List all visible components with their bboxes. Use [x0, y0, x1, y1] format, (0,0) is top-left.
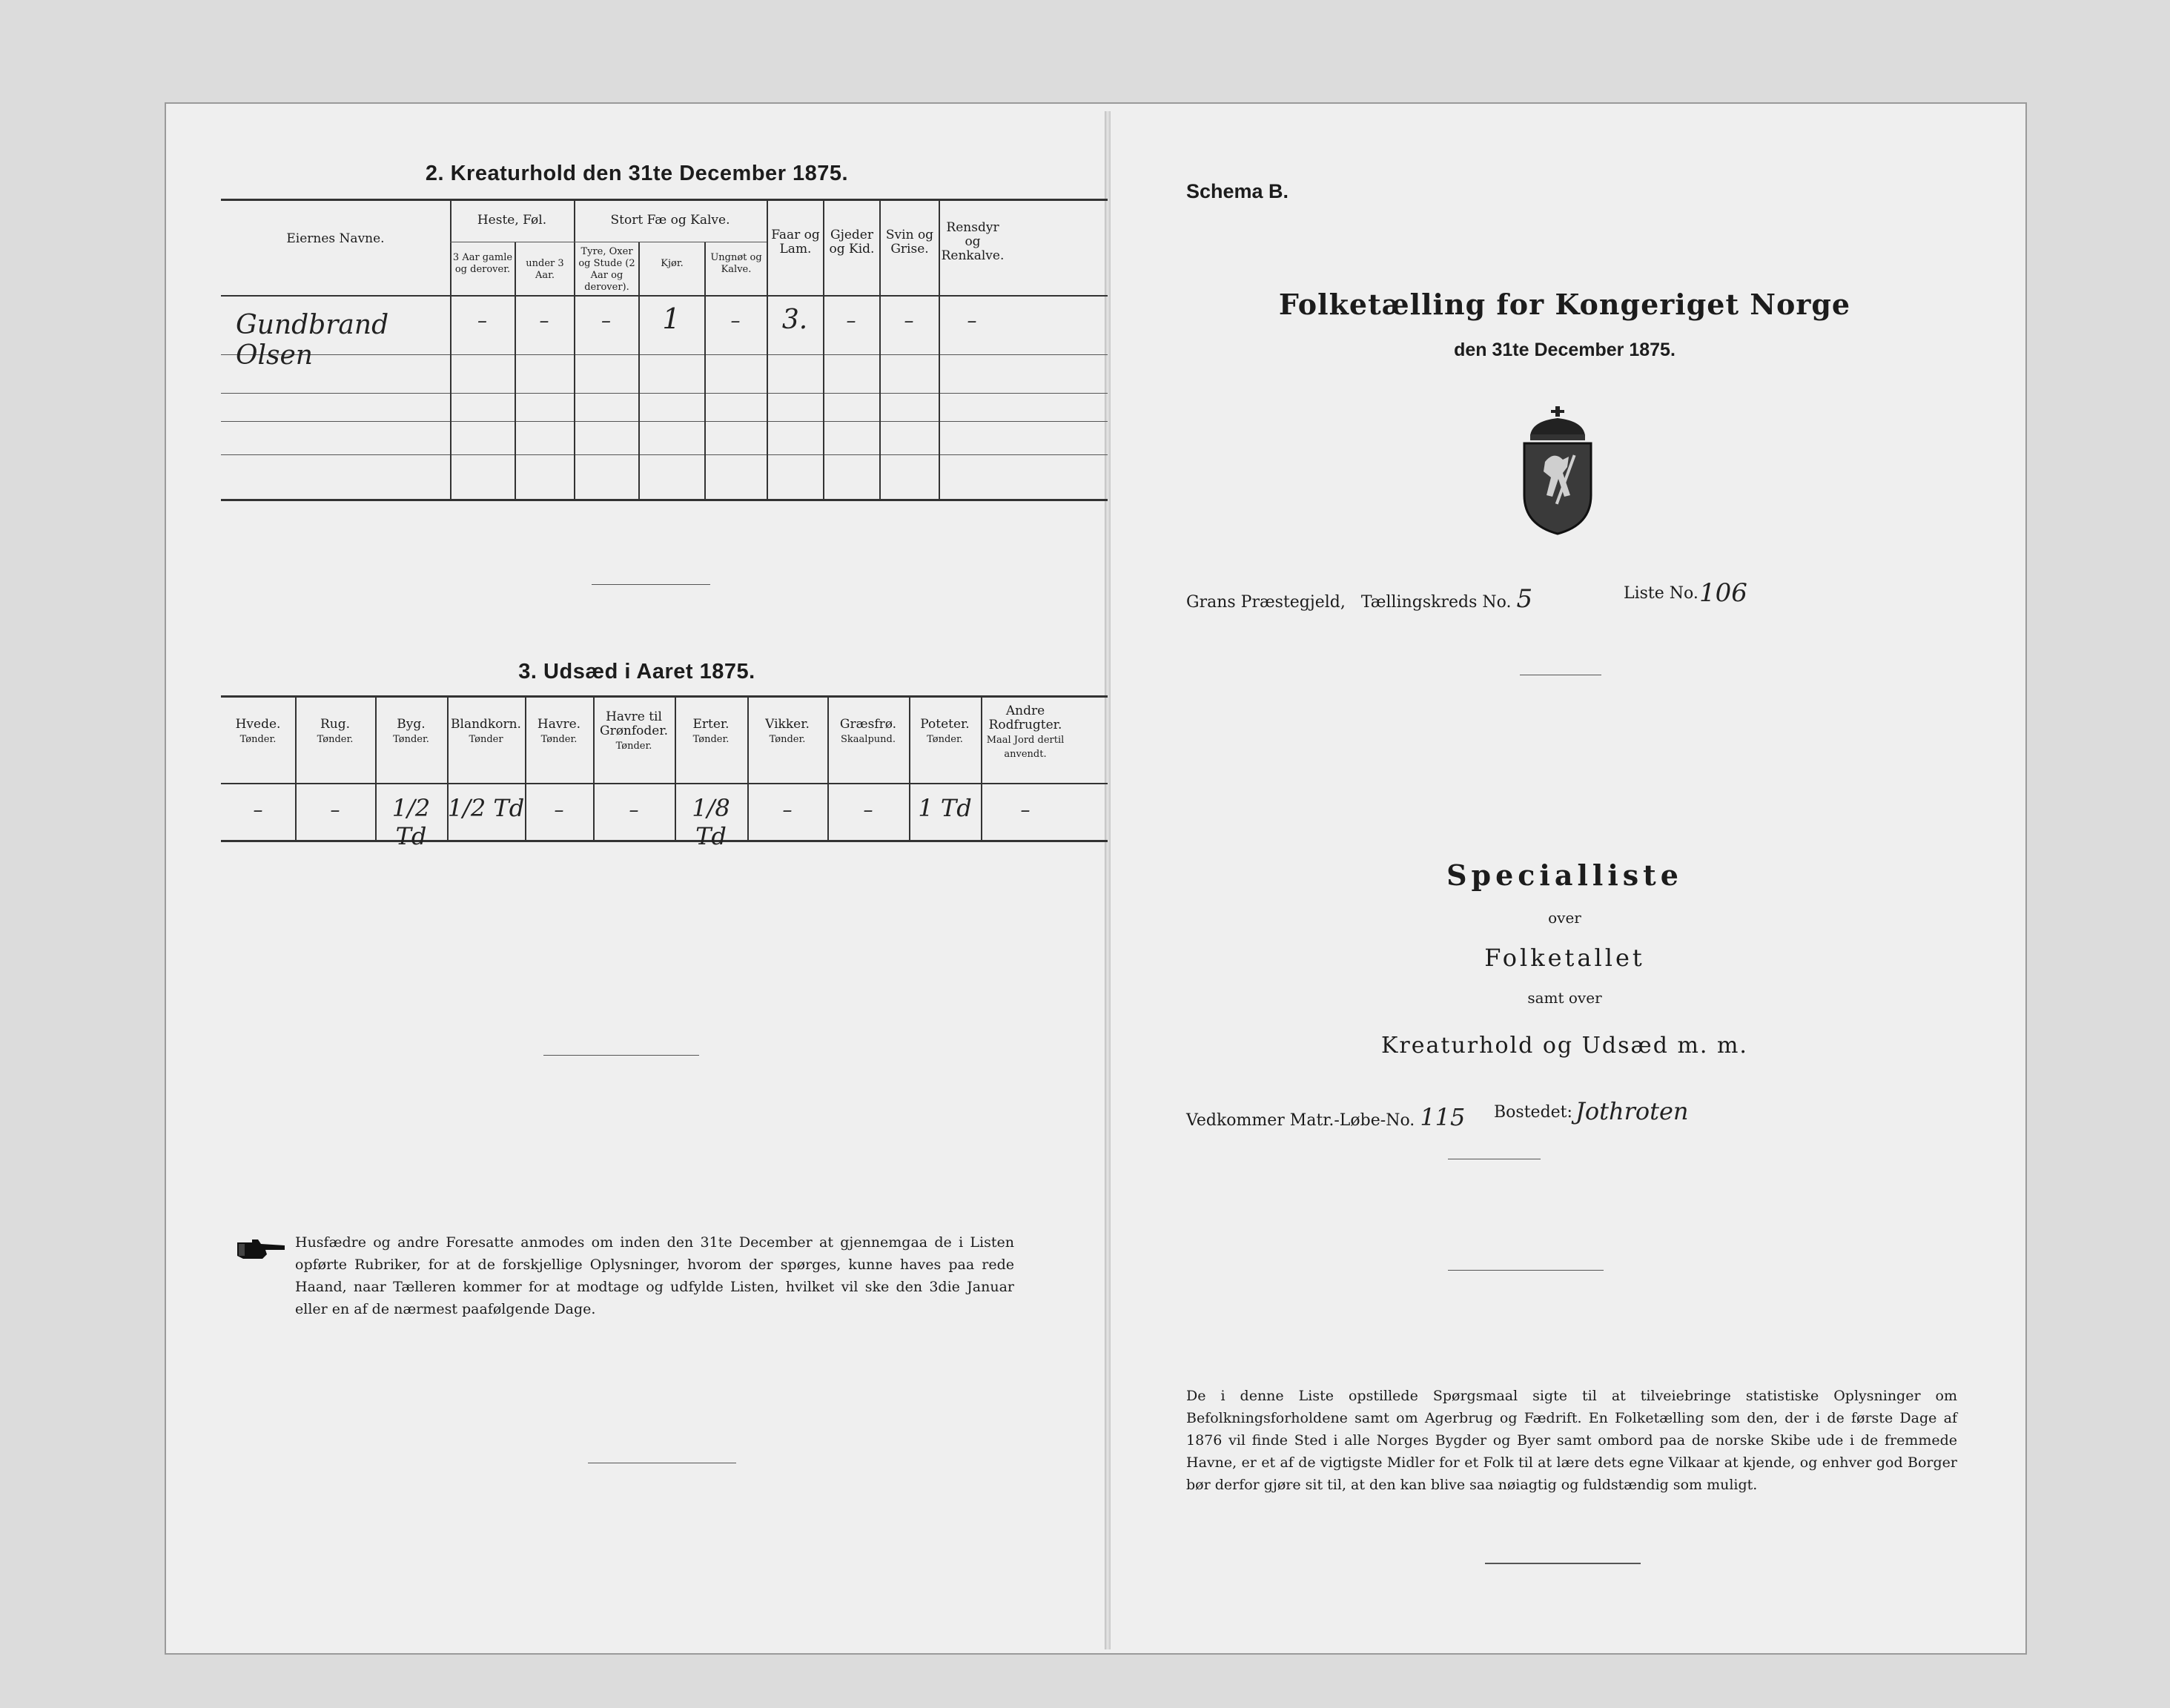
goats-header: Gjeder og Kid.	[829, 228, 875, 256]
parish: Grans Præstegjeld,	[1186, 593, 1346, 612]
sow-val-wheat: –	[253, 799, 263, 821]
sow-val-mixed: 1/2 Td	[447, 794, 525, 822]
cows-header: Kjør.	[661, 258, 684, 269]
schema-label: Schema B.	[1186, 180, 1289, 202]
owner-name: Gundbrand Olsen	[236, 310, 389, 371]
separator-rule	[1448, 1270, 1604, 1271]
sow-hdr-wheat: Hvede. Tønder.	[235, 717, 281, 745]
folketallet-label: Folketallet	[1484, 944, 1645, 972]
sow-hdr-potatoes: Poteter. Tønder.	[920, 717, 970, 745]
list-label: Liste No.	[1624, 584, 1698, 603]
sow-val-peas: 1/8 Td	[692, 794, 730, 850]
separator-rule	[1485, 1563, 1641, 1564]
matr-label: Vedkommer Matr.-Løbe-No.	[1186, 1111, 1415, 1130]
separator-rule	[592, 584, 710, 585]
sow-hdr-barley: Byg. Tønder.	[393, 717, 429, 745]
goats-value: –	[846, 310, 856, 332]
sow-hdr-vetch: Vikker. Tønder.	[765, 717, 810, 745]
separator-rule	[543, 1055, 699, 1056]
specialliste-title: Specialliste	[1446, 858, 1683, 892]
sow-hdr-grass-seed: Græsfrø. Skaalpund.	[839, 717, 897, 745]
cattle-group-header: Stort Fæ og Kalve.	[610, 213, 730, 228]
samt-over-label: samt over	[1527, 989, 1602, 1007]
sowing-title: 3. Udsæd i Aaret 1875.	[518, 660, 755, 683]
notice-text: Husfædre og andre Foresatte anmodes om inden den 31te December at gjennemgaa de i Listen opførte Rubriker, for at de forskjellige Oplysninger, hvorom der spørges, kunne haves paa rede Haand, naar Tælleren kommer for at modtage og udfylde Listen, hvilket vil ske den 3die Januar eller en af de nærmest paafølgende Dage.	[295, 1234, 1014, 1317]
sow-hdr-oats: Havre. Tønder.	[537, 717, 581, 745]
list-no: 106	[1699, 578, 1747, 608]
census-explanation: De i denne Liste opstillede Spørgsmaal sigte til at tilveiebringe statistiske Oplysninger om Befolkningsforholdene samt om Agerbrug og Fædrift. En Folketælling som den, der i de første Dage af 1876 vil finde Sted i alle Norges Bygder og Byer samt ombord paa de norske Skibe ude i de fremmede Havne, er et af de vigtigste Midler for et Folk til at lære dets egne Vilkaar at kjende, og enhver god Borger bør derfor gjøre sit til, at den kan blive saa nøiagtig og fuldstændig som muligt.	[1186, 1388, 1957, 1493]
pigs-header: Svin og Grise.	[885, 228, 934, 256]
reindeer-header: Rensdyr og Renkalve.	[941, 220, 1005, 263]
right-page	[1111, 110, 2019, 1648]
sow-val-oats: –	[554, 799, 564, 821]
cows-value: 1	[662, 302, 681, 335]
sow-hdr-peas: Erter. Tønder.	[692, 717, 730, 745]
district-no: 5	[1516, 584, 1533, 614]
matr-line	[1186, 1097, 2002, 1131]
horses-old-header: 3 Aar gamle og derover.	[452, 252, 513, 275]
coat-of-arms-icon	[1517, 406, 1598, 536]
parish-line	[1186, 578, 2002, 614]
calves-header: Ungnøt og Kalve.	[710, 252, 762, 275]
district-label: Tællingskreds No.	[1360, 593, 1512, 612]
sow-val-vetch: –	[782, 799, 793, 821]
sow-val-potatoes: 1 Td	[918, 794, 972, 822]
sheep-header: Faar og Lam.	[771, 228, 820, 256]
sow-hdr-rye: Rug. Tønder.	[317, 717, 354, 745]
bosted-name: Jothroten	[1575, 1097, 1689, 1125]
bulls-header: Tyre, Oxer og Stude (2 Aar og derover).	[578, 246, 635, 293]
sow-val-fodder-oats: –	[629, 799, 639, 821]
horses-young-header: under 3 Aar.	[526, 258, 564, 281]
census-title: Folketælling for Kongeriget Norge	[1278, 288, 1851, 321]
sow-hdr-fodder-oats: Havre til Grønfoder. Tønder.	[599, 709, 669, 752]
over-label: over	[1548, 909, 1581, 927]
sowing-table	[221, 695, 1108, 858]
horses-young-value: –	[539, 310, 549, 332]
horses-old-value: –	[477, 310, 487, 332]
matr-no: 115	[1420, 1103, 1466, 1131]
pigs-value: –	[904, 310, 914, 332]
livestock-table	[221, 199, 1108, 614]
livestock-sowing-label: Kreaturhold og Udsæd m. m.	[1381, 1033, 1748, 1059]
pointing-hand-icon	[236, 1237, 288, 1265]
sow-val-grass-seed: –	[863, 799, 873, 821]
bosted-label: Bostedet:	[1494, 1103, 1572, 1122]
sow-val-rye: –	[330, 799, 340, 821]
reindeer-value: –	[967, 310, 977, 332]
left-page	[169, 110, 1105, 1648]
bulls-value: –	[601, 310, 611, 332]
sow-hdr-mixed: Blandkorn. Tønder	[451, 717, 521, 745]
owner-name-header: Eiernes Navne.	[286, 231, 385, 246]
sow-hdr-root-crops: Andre Rodfrugter. Maal Jord dertil anvendt.	[986, 704, 1065, 760]
sow-val-root-crops: –	[1020, 799, 1031, 821]
horses-group-header: Heste, Føl.	[477, 213, 547, 228]
census-date: den 31te December 1875.	[1454, 340, 1676, 360]
calves-value: –	[730, 310, 741, 332]
sow-val-barley: 1/2 Td	[391, 794, 431, 850]
sheep-value: 3.	[781, 305, 808, 335]
livestock-title: 2. Kreaturhold den 31te December 1875.	[425, 162, 849, 185]
